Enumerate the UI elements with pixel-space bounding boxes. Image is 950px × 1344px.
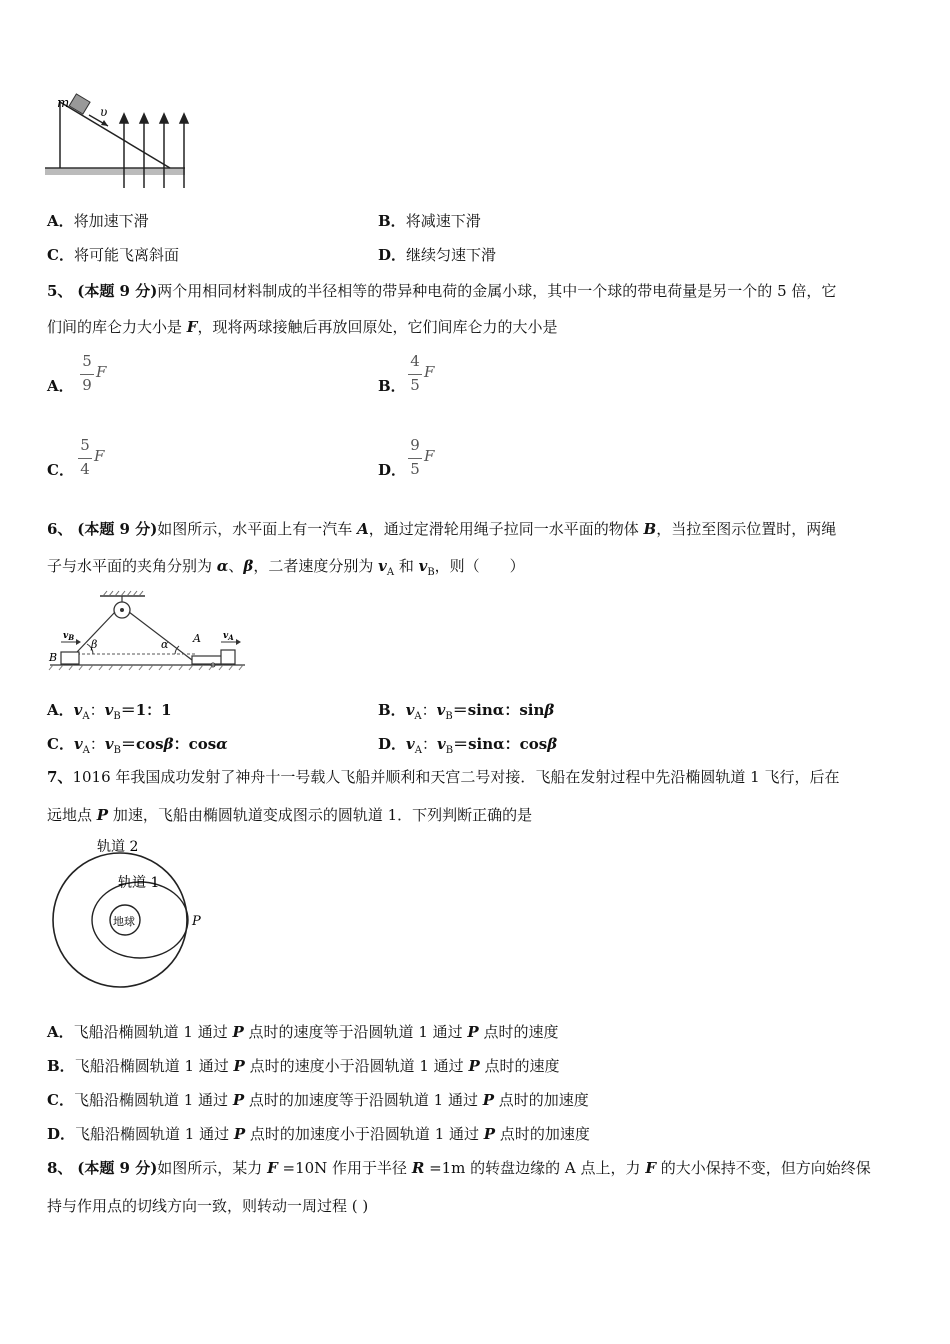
q6-line2: 子与水平面的夹角分别为 α、β，二者速度分别为 $v_A$ 和 $v_B$，则（ ） [47, 557, 525, 578]
label-alpha: α [161, 638, 169, 651]
q5-line1: 5、 (本题 9 分)两个用相同材料制成的半径相等的带异种电荷的金属小球，其中一个球的带电荷量是另一个的 5 倍，它 [47, 282, 837, 300]
block-b [61, 652, 79, 664]
q6-option-b[interactable]: B．$v_A$：$v_B=\sin\alpha$：sinβ [378, 701, 555, 722]
earth-label: 地球 [113, 915, 135, 928]
svg-text:vB: $v_B$ [63, 631, 75, 642]
q6-option-a[interactable]: A．$v_A$：$v_B=1$：1 [47, 701, 172, 722]
block [69, 94, 90, 114]
q5-line2: 们间的库仑力大小是 F，现将两球接触后再放回原处，它们间库仑力的大小是 [47, 318, 558, 336]
q7-option-c[interactable]: C．飞船沿椭圆轨道 1 通过 P 点时的加速度等于沿圆轨道 1 通过 P 点时的加速度 [47, 1091, 589, 1109]
q4-option-b[interactable]: B．将减速下滑 [378, 212, 481, 230]
q5-option-c-fraction: 5 4 F [78, 436, 118, 484]
svg-text:vA: $v_A$ [223, 631, 234, 642]
mass-label: m [57, 96, 70, 111]
q6-option-c[interactable]: C．$v_A$：$v_B=\cos\beta$：cosα [47, 735, 228, 756]
q5-option-d-fraction: 9 5 F [408, 436, 448, 484]
incline-slope [60, 102, 170, 168]
q4-option-c[interactable]: C．将可能飞离斜面 [47, 246, 179, 264]
q5-option-b-fraction: 4 5 F [408, 352, 448, 400]
field-arrows [120, 114, 188, 188]
incline-figure [40, 90, 200, 195]
q7-option-a[interactable]: A．飞船沿椭圆轨道 1 通过 P 点时的速度等于沿圆轨道 1 通过 P 点时的速度 [47, 1023, 559, 1041]
q7-option-b[interactable]: B．飞船沿椭圆轨道 1 通过 P 点时的速度小于沿圆轨道 1 通过 P 点时的速度 [47, 1057, 560, 1075]
orbit-2-label: 轨道 2 [97, 839, 139, 855]
q6-option-d[interactable]: D．$v_A$：$v_B=\sin\alpha$：cosβ [378, 735, 558, 756]
q8-line1: 8、 (本题 9 分)如图所示，某力 F =10N 作用于半径 R =1m 的转盘边缘的 A 点上，力 F 的大小保持不变，但方向始终保 [47, 1159, 871, 1177]
q4-option-d[interactable]: D．继续匀速下滑 [378, 246, 497, 264]
q7-option-d[interactable]: D．飞船沿椭圆轨道 1 通过 P 点时的加速度小于沿圆轨道 1 通过 P 点时的加速度 [47, 1125, 590, 1143]
q7-line2: 远地点 P 加速，飞船由椭圆轨道变成图示的圆轨道 1．下列判断正确的是 [47, 806, 533, 824]
label-b: B [49, 651, 58, 664]
q7-line1: 7、1016 年我国成功发射了神舟十一号载人飞船并顺利和天宫二号对接．飞船在发射过程中先沿椭圆轨道 1 飞行，后在 [47, 768, 840, 786]
velocity-label: υ [100, 105, 108, 119]
pulley-figure [45, 590, 255, 675]
orbit-1-label: 轨道 1 [118, 875, 160, 891]
orbit-figure [45, 832, 215, 1002]
q5-option-c[interactable]: C． [47, 461, 74, 479]
q5-option-d[interactable]: D． [378, 461, 407, 479]
q5-option-b[interactable]: B． [378, 377, 406, 395]
q5-option-a[interactable]: A． [47, 377, 74, 395]
q6-line1: 6、 (本题 9 分)如图所示，水平面上有一汽车 A，通过定滑轮用绳子拉同一水平面的物体 B，当拉至图示位置时，两绳 [47, 520, 837, 538]
rope-a [129, 612, 192, 660]
label-beta: β [91, 638, 98, 651]
q8-line2: 持与作用点的切线方向一致，则转动一周过程 ( ) [47, 1197, 369, 1215]
label-a: A [193, 632, 201, 645]
q4-option-a[interactable]: A．将加速下滑 [47, 212, 149, 230]
q5-option-a-fraction: 5 9 F [80, 352, 120, 400]
point-p-label: P [192, 914, 201, 929]
